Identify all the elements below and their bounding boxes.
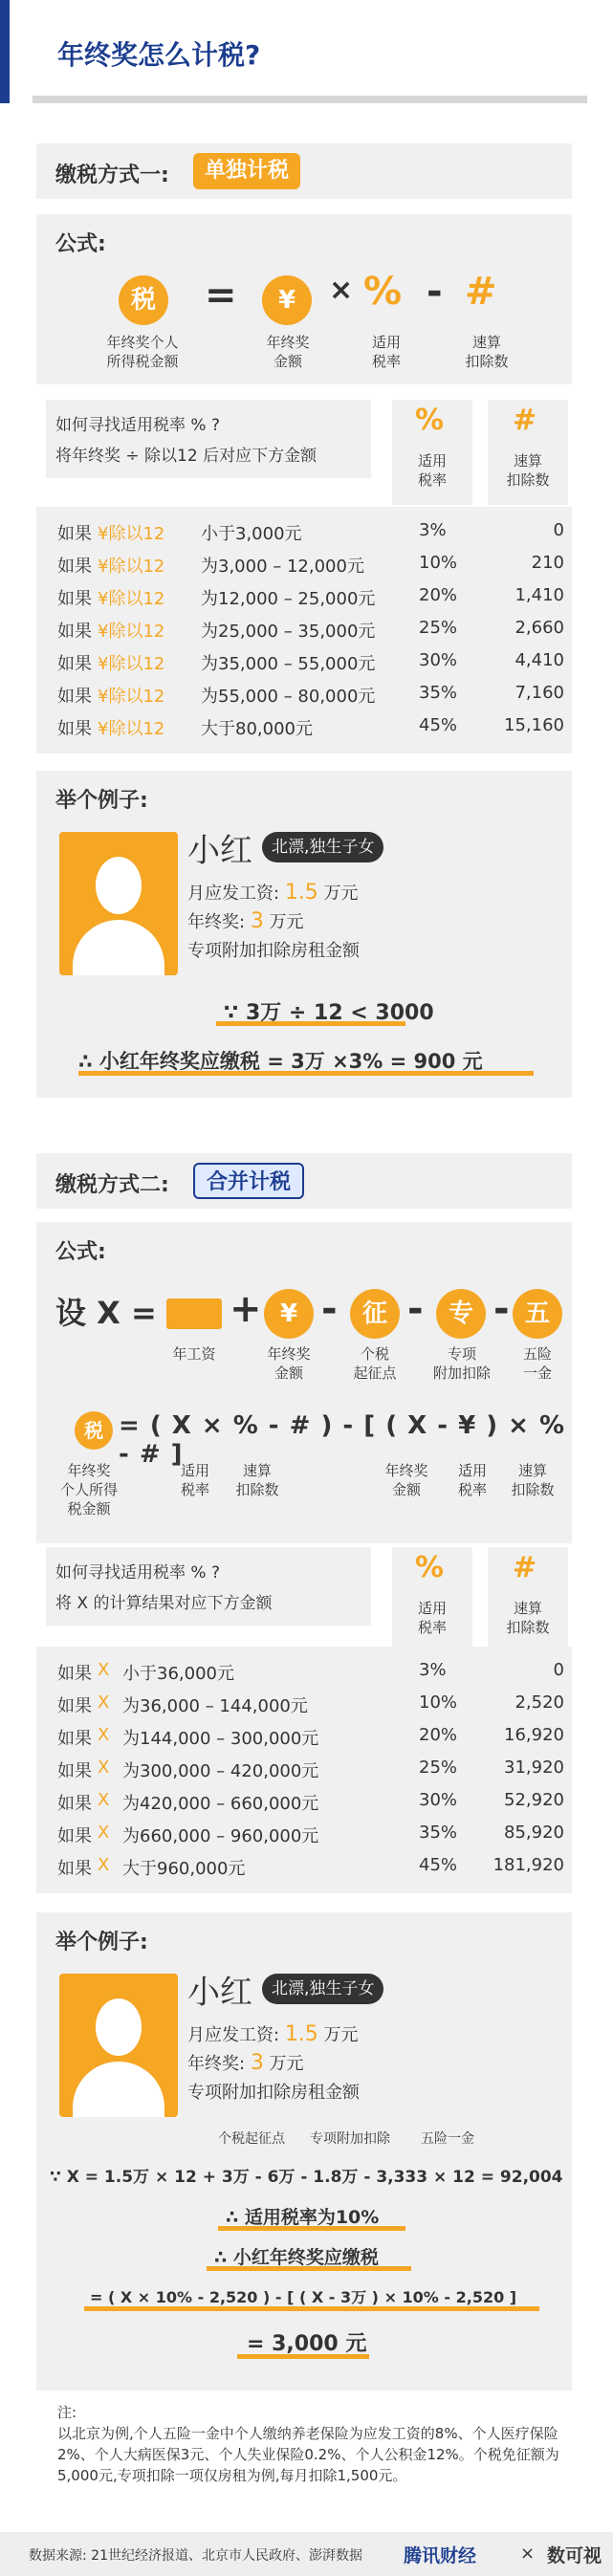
mode2-eq2: ∴ 适用税率为10% [226,2207,380,2228]
table-row [57,1817,564,1849]
row-range: 为300,000 – 420,000元 [122,1761,319,1781]
mode2-hdr-rate: 适用 税率 [417,1600,447,1636]
row-rate: 3% [419,520,447,540]
cap-bonus-2: 年终奖 金额 [267,1345,311,1382]
row-divide: ¥除以12 [98,687,165,707]
mode1-example-panel [36,771,572,1098]
mode2-hdr-deduct: 速算 扣除数 [506,1600,550,1636]
mode2-tag: 合并计税 [193,1163,304,1199]
mode1-example-tag: 北漂,独生子女 [262,832,383,862]
row-range: 为144,000 – 300,000元 [122,1729,319,1749]
row-prefix: 如果 [57,1826,92,1846]
row-rate: 45% [419,715,458,735]
cap-deduct-2: 速算 扣除数 [235,1462,279,1498]
title-accent-bar [0,0,10,103]
row-deduct: 16,920 [504,1725,564,1745]
hdr-percent-icon-2: % [415,1551,445,1584]
row-rate: 45% [419,1855,458,1875]
row-rate: 20% [419,585,458,605]
row-deduct: 0 [553,1660,564,1680]
row-x: X [98,1790,110,1810]
cap-tax-2: 年终奖 个人所得 税金额 [59,1462,118,1517]
row-deduct: 52,920 [504,1790,564,1810]
footer [0,2532,613,2576]
mode2-hdr-deduct-box [488,1547,568,1652]
mode2-eq4: = ( X × 10% - 2,520 ) - [ ( X - 3万 ) × 10% - 2,520 ] [90,2288,517,2306]
row-deduct: 4,410 [514,650,564,670]
minus-sign: - [427,270,443,314]
five-insurance-icon: 五 [513,1289,562,1339]
note-five: 五险一金 [421,2131,474,2147]
row-x: X [98,1725,110,1745]
mode1-salary-line: 月应发工资: 1.5 万元 [187,881,359,905]
mode2-example-panel [36,1912,572,2390]
table-row [57,579,564,612]
table-row [57,1849,564,1882]
mode1-hdr-rate-box [392,400,472,505]
bonus-bag-icon: ¥ [262,275,312,325]
tax-icon-2: 税 [75,1411,113,1450]
formula2: = ( X × % - # ) - [ ( X - ¥ ) × % - # ] [119,1411,566,1469]
cap-tax: 年终奖个人 所得税金额 [106,334,179,370]
row-deduct: 2,520 [514,1692,564,1713]
mode2-eq1: ∵ X = 1.5万 × 12 + 3万 - 6万 - 1.8万 - 3,333 × 12 = 92,004 [50,2168,563,2187]
row-divide: ¥除以12 [98,524,165,544]
row-range: 为420,000 – 660,000元 [122,1794,319,1814]
row-x: X [98,1855,110,1875]
mode2-example-tag: 北漂,独生子女 [262,1974,383,2004]
row-divide: ¥除以12 [98,654,165,674]
row-prefix: 如果 [57,524,92,544]
row-range: 为55,000 – 80,000元 [201,687,376,707]
mode1-eq1: ∵ 3万 ÷ 12 < 3000 [224,1001,434,1025]
table-row [57,1654,564,1687]
mode2-header [36,1153,572,1209]
tax-icon: 税 [119,275,168,325]
row-x: X [98,1660,110,1680]
special-deduction-icon: 专 [436,1289,486,1339]
salary-icon [166,1299,222,1329]
row-prefix: 如果 [57,589,92,609]
mode1-bonus-line: 年终奖: 3 万元 [187,909,304,933]
mode2-extra-line: 专项附加扣除房租金额 [187,2083,360,2103]
row-rate: 10% [419,1692,458,1713]
row-prefix: 如果 [57,557,92,577]
footer-x: × [520,2543,536,2564]
hdr-percent-icon: % [415,404,445,437]
row-range: 为36,000 – 144,000元 [122,1696,308,1716]
mode1-hdr-rate: 适用 税率 [417,452,447,489]
mode2-bonus-line: 年终奖: 3 万元 [187,2051,304,2075]
mode2-salary-line: 月应发工资: 1.5 万元 [187,2022,359,2046]
bonus-bag-icon-2: ¥ [264,1289,314,1339]
avatar [59,832,178,975]
row-prefix: 如果 [57,1794,92,1814]
avatar-2 [59,1974,178,2117]
mode2-example-name: 小红 [187,1974,252,2012]
row-rate: 35% [419,1823,458,1843]
row-prefix: 如果 [57,1859,92,1879]
table-row [57,709,564,742]
mode1-extra-line: 专项附加扣除房租金额 [187,941,360,961]
row-divide: ¥除以12 [98,622,165,642]
row-prefix: 如果 [57,1696,92,1716]
mode2-eq5: = 3,000 元 [247,2332,367,2356]
cap-rate: 适用 税率 [371,334,401,370]
row-x: X [98,1692,110,1713]
table-row [57,1784,564,1817]
row-deduct: 2,660 [514,618,564,638]
row-rate: 25% [419,1757,458,1778]
row-prefix: 如果 [57,1664,92,1684]
cap-rate-2: 适用 税率 [180,1462,209,1498]
mode1-label: 缴税方式一: [55,164,169,187]
footer-logo-shukeshi: 数可视 [547,2545,602,2566]
row-deduct: 85,920 [504,1823,564,1843]
row-rate: 30% [419,650,458,670]
mode2-find-rate-q: 如何寻找适用税率 % ? [55,1563,220,1583]
mode1-example-name: 小红 [187,832,252,870]
table-row [57,1752,564,1784]
mode1-eq2: ∴ 小红年终奖应缴税 = 3万 ×3% = 900 元 [78,1050,483,1073]
mode1-tag: 单独计税 [193,153,300,189]
cap-bonus: 年终奖 金额 [266,334,310,370]
row-deduct: 0 [553,520,564,540]
row-range: 为25,000 – 35,000元 [201,622,376,642]
mode2-find-rate-desc: 将 X 的计算结果对应下方金额 [55,1594,273,1613]
row-rate: 20% [419,1725,458,1745]
cap-five: 五险 一金 [522,1345,552,1382]
row-rate: 25% [419,618,458,638]
mode2-formula-panel [36,1222,572,1543]
plus-sign: + [230,1287,262,1331]
row-deduct: 15,160 [504,715,564,735]
table-row [57,612,564,644]
row-rate: 10% [419,553,458,573]
table-row [57,1687,564,1719]
mode2-eq3: ∴ 小红年终奖应缴税 [214,2247,379,2268]
table-row [57,1719,564,1752]
row-divide: ¥除以12 [98,557,165,577]
mode1-hdr-deduct: 速算 扣除数 [506,452,550,489]
mode2-label: 缴税方式二: [55,1173,169,1197]
cap-bonus-3: 年终奖 金额 [384,1462,428,1498]
row-range: 小于36,000元 [122,1664,234,1684]
footer-source: 数据来源: 21世纪经济报道、北京市人民政府、澎湃数据 [29,2548,362,2564]
mode1-header [36,143,572,199]
hash-icon: # [465,270,497,314]
minus-sign-2: - [407,1287,424,1331]
cap-rate-3: 适用 税率 [457,1462,487,1498]
mode2-hdr-rate-box [392,1547,472,1652]
cap-deduct: 速算 扣除数 [465,334,509,370]
cap-special: 专项 附加扣除 [432,1345,491,1382]
equals-sign: = [205,273,237,317]
row-range: 为3,000 – 12,000元 [201,557,364,577]
row-x: X [98,1757,110,1778]
row-prefix: 如果 [57,654,92,674]
row-deduct: 1,410 [514,585,564,605]
row-range: 小于3,000元 [201,524,302,544]
row-range: 为35,000 – 55,000元 [201,654,376,674]
row-prefix: 如果 [57,1761,92,1781]
row-prefix: 如果 [57,719,92,739]
mode1-find-rate-box [46,400,371,478]
row-divide: ¥除以12 [98,589,165,609]
mode1-find-rate-q: 如何寻找适用税率 % ? [55,416,220,435]
set-x: 设 X = [55,1295,157,1331]
hdr-hash-icon: # [513,404,537,437]
minus-sign-1: - [321,1287,338,1331]
note [57,2402,574,2486]
mode2-find-rate-box [46,1547,371,1626]
row-range: 为12,000 – 25,000元 [201,589,376,609]
title-divider [33,96,587,103]
note-special: 专项附加扣除 [310,2131,390,2147]
mode1-hdr-deduct-box [488,400,568,505]
footer-logo-tencent: 腾讯财经 [404,2545,477,2566]
table-row [57,547,564,579]
note-label: 注: [57,2404,77,2421]
row-prefix: 如果 [57,1729,92,1749]
mode1-example-label: 举个例子: [55,789,148,813]
row-rate: 35% [419,683,458,703]
row-range: 大于960,000元 [122,1859,246,1879]
mode1-formula-panel [36,214,572,384]
row-divide: ¥除以12 [98,719,165,739]
row-deduct: 7,160 [514,683,564,703]
mode1-formula-label: 公式: [55,232,106,256]
cap-start: 个税 起征点 [353,1345,397,1382]
row-range: 为660,000 – 960,000元 [122,1826,319,1846]
times-sign: × [329,273,354,307]
mode2-example-label: 举个例子: [55,1931,148,1954]
table-row [57,644,564,677]
row-deduct: 181,920 [493,1855,564,1875]
row-deduct: 31,920 [504,1757,564,1778]
row-rate: 3% [419,1660,447,1680]
mode1-find-rate-desc: 将年终奖 ÷ 除以12 后对应下方金额 [55,447,317,466]
start-point-icon: 征 [350,1289,400,1339]
page-title: 年终奖怎么计税? [57,39,261,71]
row-rate: 30% [419,1790,458,1810]
note-start: 个税起征点 [218,2131,285,2147]
cap-salary: 年工资 [172,1345,216,1363]
minus-sign-3: - [493,1287,510,1331]
row-x: X [98,1823,110,1843]
row-prefix: 如果 [57,622,92,642]
row-deduct: 210 [531,553,564,573]
note-text: 以北京为例,个人五险一金中个人缴纳养老保险为应发工资的8%、个人医疗保险2%、个人大病医保3元、个人失业保险0.2%、个人公积金12%。个税免征额为5,000元,专项扣除一项仅房租为例,每月扣除1,500元。 [57,2425,559,2484]
row-range: 大于80,000元 [201,719,313,739]
table-row [57,677,564,709]
table-row [57,514,564,547]
mode2-formula-label: 公式: [55,1240,106,1264]
row-prefix: 如果 [57,687,92,707]
hdr-hash-icon-2: # [513,1551,537,1584]
cap-deduct-3: 速算 扣除数 [511,1462,555,1498]
percent-icon: % [363,270,403,314]
